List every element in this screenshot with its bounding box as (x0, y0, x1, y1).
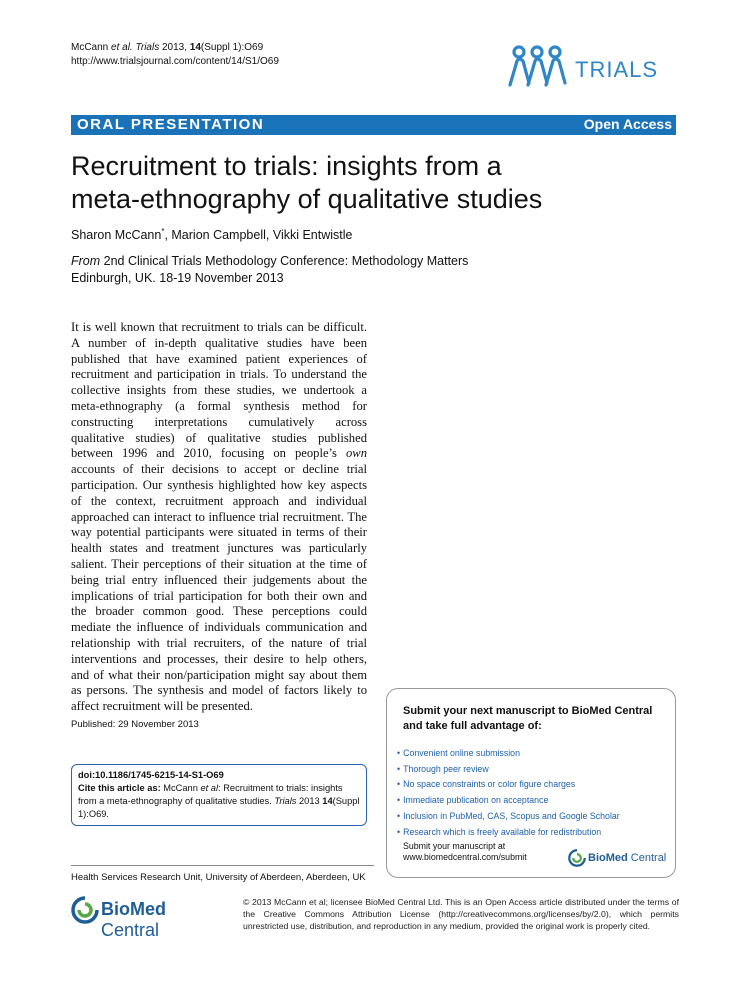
biomed-central-swoosh-icon (568, 849, 586, 867)
author-list: Sharon McCann*, Marion Campbell, Vikki Entwistle (71, 227, 353, 243)
article-title: Recruitment to trials: insights from a meta-ethnography of qualitative studies (71, 151, 543, 214)
benefit-item: • Thorough peer review (397, 763, 489, 774)
biomed-central-logo: BioMed Central (71, 895, 221, 925)
submit-link-text: Submit your manuscript at www.biomedcentral.com/submit (403, 841, 527, 862)
biomed-central-small-logo: BioMed Central (568, 849, 668, 871)
conference-source: From 2nd Clinical Trials Methodology Conference: Methodology Matters Edinburgh, UK. 18-19 November 2013 (71, 254, 469, 285)
license-text: © 2013 McCann et al; licensee BioMed Central Ltd. This is an Open Access article distributed under the terms of the Creative Commons Attribution License (http://creativecommons.org/licenses/by/2.0), which permits unrestricted use, distribution, and reproduction in any medium, provided the original work is properly cited. (243, 897, 679, 931)
corresponding-author-mark: * (161, 227, 165, 236)
benefit-item: • Immediate publication on acceptance (397, 795, 549, 806)
benefit-item: • Inclusion in PubMed, CAS, Scopus and Google Scholar (397, 810, 620, 821)
doi[interactable]: doi:10.1186/1745-6215-14-S1-O69 (78, 770, 224, 780)
submit-manuscript-box (386, 688, 676, 878)
trials-logo-text: TRIALS (575, 57, 659, 82)
abstract-text: It is well known that recruitment to trials can be difficult. A number of in-depth qualitative studies have been published that have examined patient experiences of recruitment and participation in trials. To understand the collective insights from these studies, we undertook a meta-ethnography (a formal synthesis method for constructing interpretations cumulatively across qualitative studies) of qualitative studies published between 1996 and 2010, focusing on people’s own accounts of their decisions to accept or decline trial participation. Our synthesis highlighted how key aspects of the context, recruitment approach and individual approached can interact to influence trial recruitment. The way potential participants were situated in terms of their health states and treatment junctures was particularly salient. Their perceptions of their situation at the time of being trial entry influenced their judgements about the implications of trial participation for both their own and the broader common good. These perceptions could mediate the influence of individuals communication and relationship with trial recruiters, of the nature of trial interventions and processes, their desire to help others, and of what their non/participation might say about them as persons. The synthesis and model of factors likely to affect recruitment will be presented. (71, 320, 367, 714)
benefits-list (397, 746, 620, 840)
trials-journal-logo (505, 43, 675, 93)
published-date: Published: 29 November 2013 (71, 719, 199, 730)
article-url[interactable]: http://www.trialsjournal.com/content/14/S1/O69 (71, 56, 279, 67)
citation-line: McCann et al. Trials 2013, 14(Suppl 1):O69 (71, 42, 264, 53)
footnote-divider (71, 865, 374, 866)
cite-text: Cite this article as: McCann et al: Recruitment to trials: insights from a meta-ethnography of qualitative studies. Trials 2013 14(Suppl 1):O69. (78, 783, 360, 819)
article-type: ORAL PRESENTATION (77, 116, 265, 133)
citation-box (71, 764, 367, 826)
biomed-central-swoosh-icon (71, 896, 99, 924)
benefit-item: • No space constraints or color figure charges (397, 779, 576, 790)
benefit-item: • Convenient online submission (397, 748, 520, 758)
trials-people-logo-icon (505, 43, 573, 93)
affiliation: Health Services Research Unit, University of Aberdeen, Aberdeen, UK (71, 872, 366, 883)
submit-url[interactable]: www.biomedcentral.com/submit (403, 852, 527, 862)
running-header (71, 41, 279, 69)
benefit-item: • Research which is freely available for redistribution (397, 826, 602, 837)
article-type-band (71, 115, 676, 135)
open-access-label: Open Access (583, 116, 672, 132)
submit-heading: Submit your next manuscript to BioMed Central and take full advantage of: (403, 705, 653, 732)
